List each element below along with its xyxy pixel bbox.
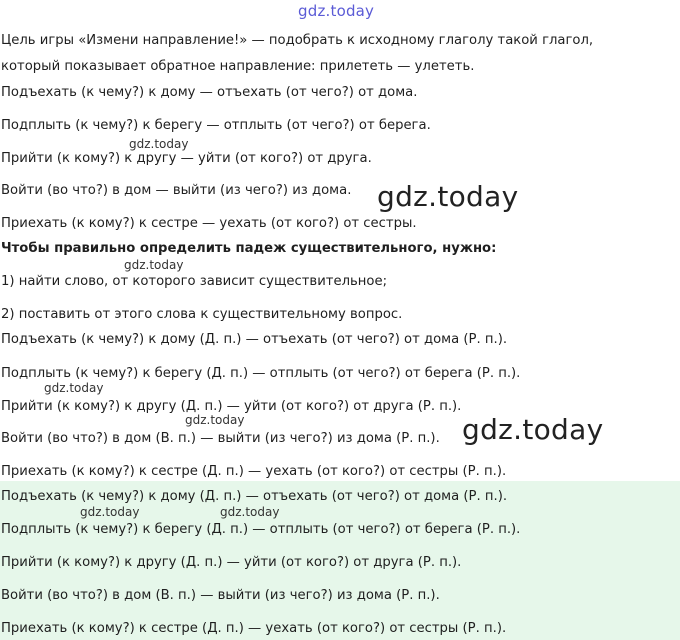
text-line-case-4: Войти (во что?) в дом (В. п.) — выйти (из чего?) из дома (Р. п.).	[1, 431, 440, 446]
text-line-intro-1: Цель игры «Измени направление!» — подобрать к исходному глаголу такой глагол,	[1, 33, 594, 48]
text-line-pair-1: Подъехать (к чему?) к дому — отъехать (от чего?) от дома.	[1, 85, 418, 100]
text-line-rule-step-2: 2) поставить от этого слова к существительному вопрос.	[1, 307, 403, 322]
text-line-pair-4: Войти (во что?) в дом — выйти (из чего?) из дома.	[1, 183, 352, 198]
text-line-case-1: Подъехать (к чему?) к дому (Д. п.) — отъехать (от чего?) от дома (Р. п.).	[1, 332, 508, 347]
watermark-small: gdz.today	[220, 505, 280, 519]
header-watermark: gdz.today	[298, 2, 375, 20]
text-line-repeat-4: Войти (во что?) в дом (В. п.) — выйти (из чего?) из дома (Р. п.).	[1, 588, 440, 603]
watermark-large: gdz.today	[462, 413, 604, 446]
watermark-small: gdz.today	[44, 381, 104, 395]
text-line-repeat-5: Приехать (к кому?) к сестре (Д. п.) — уехать (от кого?) от сестры (Р. п.).	[1, 621, 507, 636]
text-line-rule-heading: Чтобы правильно определить падеж существительного, нужно:	[1, 241, 497, 256]
watermark-small: gdz.today	[129, 137, 189, 151]
text-line-case-2: Подплыть (к чему?) к берегу (Д. п.) — отплыть (от чего?) от берега (Р. п.).	[1, 366, 521, 381]
text-line-intro-2: который показывает обратное направление: прилететь — улететь.	[1, 59, 475, 74]
watermark-small: gdz.today	[185, 413, 245, 427]
text-line-pair-2: Подплыть (к чему?) к берегу — отплыть (от чего?) от берега.	[1, 118, 431, 133]
text-line-repeat-1: Подъехать (к чему?) к дому (Д. п.) — отъехать (от чего?) от дома (Р. п.).	[1, 489, 508, 504]
text-line-case-5: Приехать (к кому?) к сестре (Д. п.) — уехать (от кого?) от сестры (Р. п.).	[1, 464, 507, 479]
text-line-pair-3: Прийти (к кому?) к другу — уйти (от кого?) от друга.	[1, 151, 372, 166]
watermark-small: gdz.today	[80, 505, 140, 519]
watermark-large: gdz.today	[377, 180, 519, 213]
text-line-pair-5: Приехать (к кому?) к сестре — уехать (от кого?) от сестры.	[1, 216, 417, 231]
watermark-small: gdz.today	[124, 258, 184, 272]
text-line-repeat-2: Подплыть (к чему?) к берегу (Д. п.) — отплыть (от чего?) от берега (Р. п.).	[1, 522, 521, 537]
text-line-repeat-3: Прийти (к кому?) к другу (Д. п.) — уйти (от кого?) от друга (Р. п.).	[1, 555, 462, 570]
text-line-case-3: Прийти (к кому?) к другу (Д. п.) — уйти (от кого?) от друга (Р. п.).	[1, 399, 462, 414]
text-line-rule-step-1: 1) найти слово, от которого зависит существительное;	[1, 274, 388, 289]
